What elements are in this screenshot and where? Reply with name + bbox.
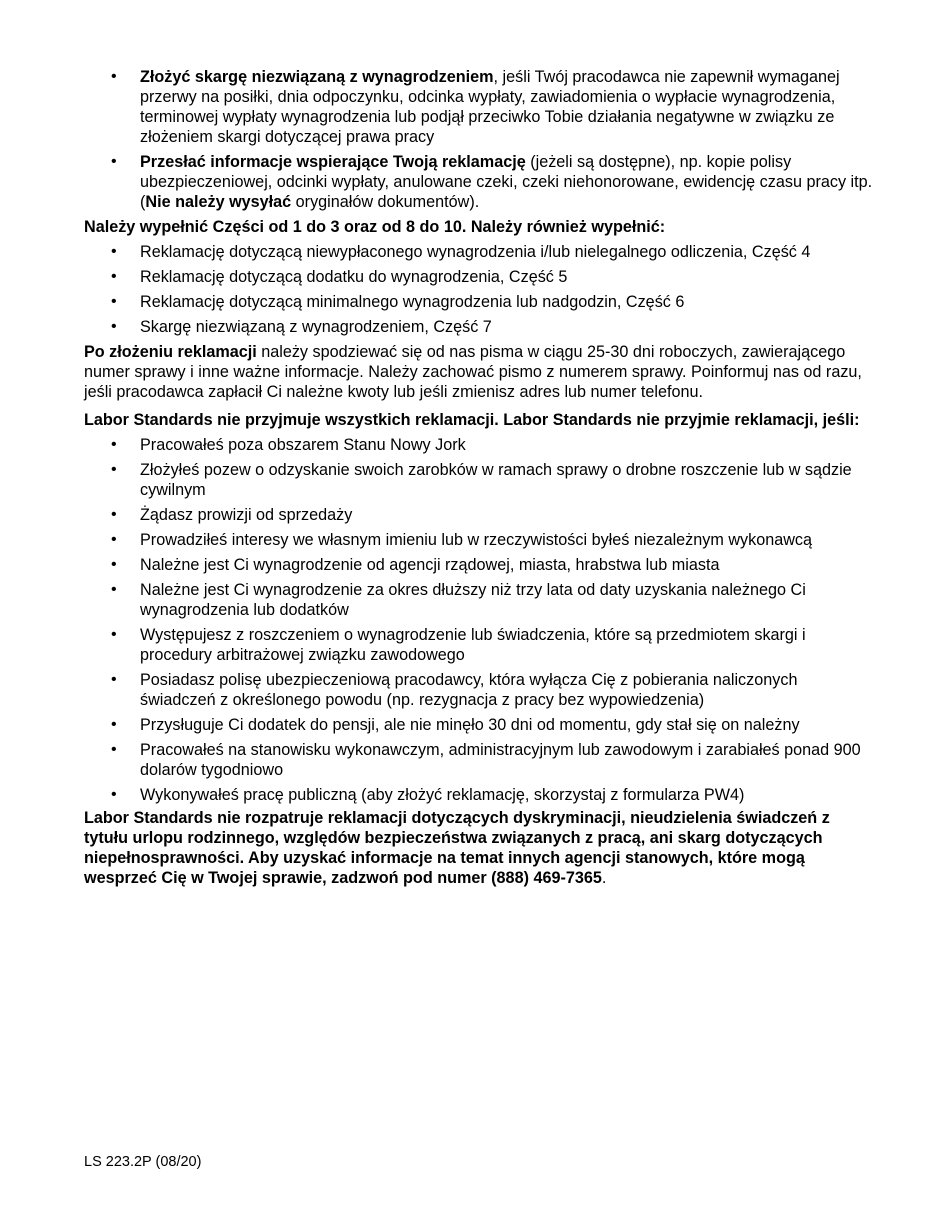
list-item: • Pracowałeś na stanowisku wykonawczym, administracyjnym lub zawodowym i zarabiałeś ponad 900 dolarów tygodniowo xyxy=(84,740,874,780)
list-item: • Przysługuje Ci dodatek do pensji, ale nie minęło 30 dni od momentu, gdy stał się on należny xyxy=(84,715,874,735)
parts-heading: Należy wypełnić Części od 1 do 3 oraz od 8 do 10. Należy również wypełnić: xyxy=(84,218,666,236)
list-item xyxy=(84,67,874,147)
form-code-footer: LS 223.2P (08/20) xyxy=(84,1154,202,1170)
bold-text: Labor Standards nie rozpatruje reklamacji dotyczących dyskryminacji, nieudzielenia świadczeń z tytułu urlopu rodzinnego, względów bezpieczeństwa związanych z pracą, ani skarg dotyczących niepełnosprawności. Aby uzyskać informacje na temat innych agencji stanowych, które mogą wesprzeć Cię w Twojej sprawie, zadzwoń pod numer (888) 469-7365 xyxy=(84,809,830,887)
list-item: • Należne jest Ci wynagrodzenie od agencji rządowej, miasta, hrabstwa lub miasta xyxy=(84,555,874,575)
closing-paragraph xyxy=(84,808,874,888)
list-item xyxy=(84,152,874,212)
list-item: • Reklamację dotyczącą minimalnego wynagrodzenia lub nadgodzin, Część 6 xyxy=(84,292,874,312)
paragraph-text: należy spodziewać się od nas pisma w ciągu 25-30 dni roboczych, zawierającego numer sprawy i inne ważne informacje. Należy zachować pismo z numerem sprawy. Poinformuj nas od razu, jeśli pracodawca zapłacił Ci należne kwoty lub jeśli zmienisz adres lub numer telefonu. xyxy=(84,343,862,401)
item-text: , jeśli Twój pracodawca nie zapewnił wymaganej przerwy na posiłki, dnia odpoczynku, odcinka wypłaty, zawiadomienia o wypłacie wynagrodzenia, terminowej wypłaty wynagrodzenia lub podjął przeciwko Tobie działania negatywne w związku ze złożeniem skargi dotyczącej prawa pracy xyxy=(140,68,840,146)
bold-text: Nie należy wysyłać xyxy=(145,193,292,211)
list-item: • Wykonywałeś pracę publiczną (aby złożyć reklamację, skorzystaj z formularza PW4) xyxy=(84,785,874,805)
item-text: oryginałów dokumentów). xyxy=(291,193,480,211)
intro-bullet-list xyxy=(84,67,874,212)
list-item: • Skargę niezwiązaną z wynagrodzeniem, Część 7 xyxy=(84,317,874,337)
item-text: (jeżeli są dostępne), np. kopie polisy ubezpieczeniowej, odcinki wypłaty, anulowane czeki, czeki niehonorowane, ewidencję czasu pracy itp. ( xyxy=(140,153,873,211)
list-item: • Reklamację dotyczącą niewypłaconego wynagrodzenia i/lub nielegalnego odliczenia, Część 4 xyxy=(84,242,874,262)
not-accepted-heading: Labor Standards nie przyjmuje wszystkich reklamacji. Labor Standards nie przyjmie reklamacji, jeśli: xyxy=(84,411,860,429)
after-filing-paragraph xyxy=(84,342,874,402)
not-accepted-list xyxy=(84,435,874,805)
document-body xyxy=(84,67,874,888)
list-item: • Należne jest Ci wynagrodzenie za okres dłuższy niż trzy lata od daty uzyskania należnego Ci wynagrodzenia lub dodatków xyxy=(84,580,874,620)
bold-text: Po złożeniu reklamacji xyxy=(84,343,257,361)
list-item: • Żądasz prowizji od sprzedaży xyxy=(84,505,874,525)
list-item: • Występujesz z roszczeniem o wynagrodzenie lub świadczenia, które są przedmiotem skargi i procedury arbitrażowej związku zawodowego xyxy=(84,625,874,665)
bold-text: Przesłać informacje wspierające Twoją reklamację xyxy=(140,153,526,171)
list-item: • Posiadasz polisę ubezpieczeniową pracodawcy, która wyłącza Cię z pobierania naliczonych świadczeń z określonego powodu (np. rezygnacja z pracy bez wypowiedzenia) xyxy=(84,670,874,710)
parts-list xyxy=(84,242,874,337)
paragraph-text: . xyxy=(601,869,607,887)
list-item: • Prowadziłeś interesy we własnym imieniu lub w rzeczywistości byłeś niezależnym wykonawcą xyxy=(84,530,874,550)
list-item: • Pracowałeś poza obszarem Stanu Nowy Jork xyxy=(84,435,874,455)
list-item: • Złożyłeś pozew o odzyskanie swoich zarobków w ramach sprawy o drobne roszczenie lub w sądzie cywilnym xyxy=(84,460,874,500)
bold-text: Złożyć skargę niezwiązaną z wynagrodzeniem xyxy=(140,68,494,86)
list-item: • Reklamację dotyczącą dodatku do wynagrodzenia, Część 5 xyxy=(84,267,874,287)
